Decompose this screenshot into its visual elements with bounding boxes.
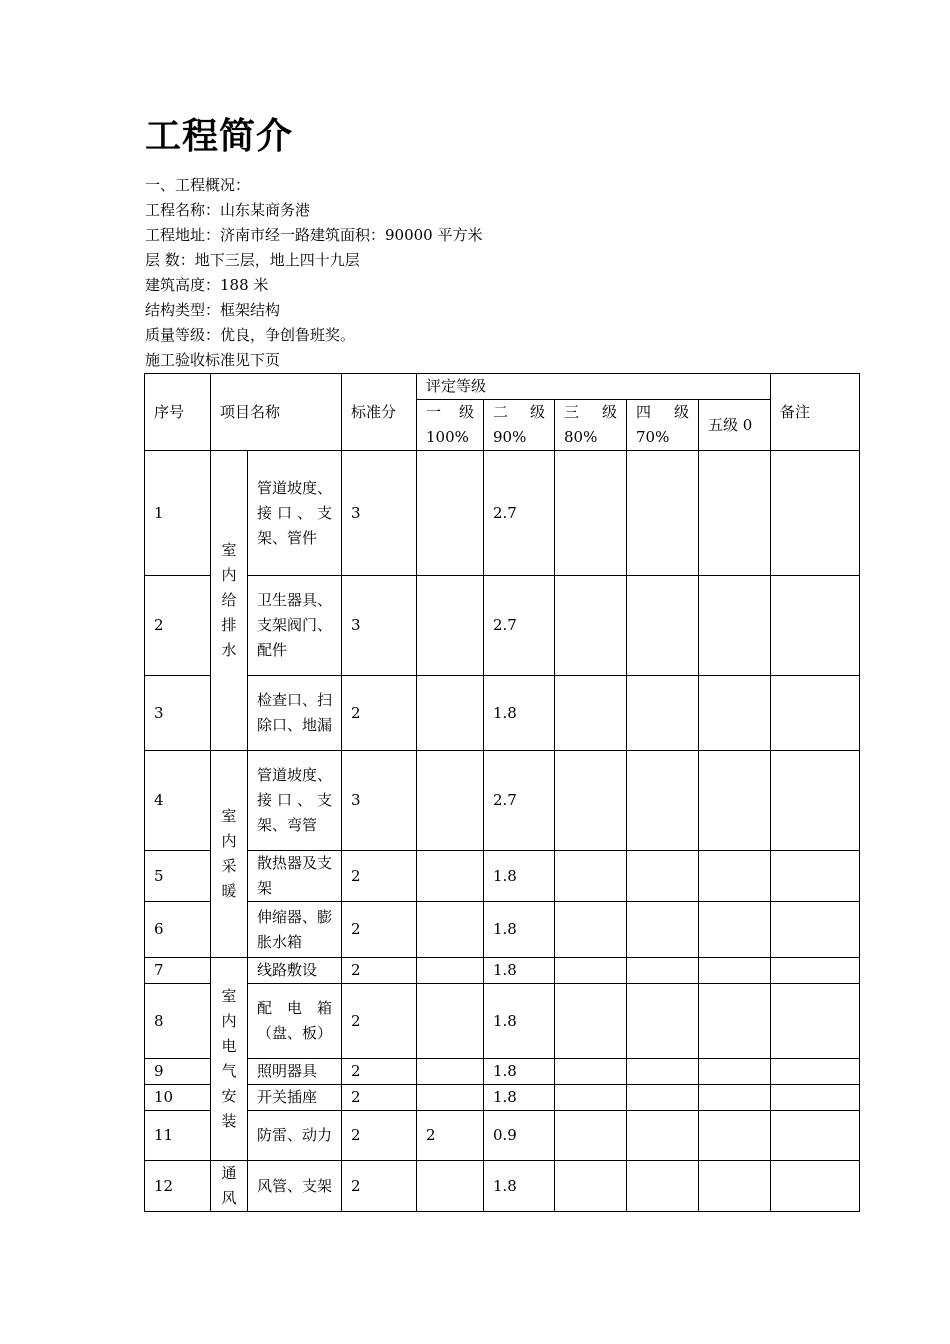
- header-seq: 序号: [145, 374, 211, 451]
- header-grade: 评定等级: [417, 374, 771, 400]
- group-electrical: 室内电气安装: [211, 958, 248, 1161]
- page-title: 工程简介: [145, 116, 294, 157]
- table-row: 4 室内采暖 管道坡度、接口、支架、弯管 3 2.7: [145, 751, 860, 851]
- info-line-address: 工程地址：济南市经一路建筑面积：90000 平方米: [145, 226, 483, 244]
- table-row: 7 室内电气安装 线路敷设 2 1.8: [145, 958, 860, 984]
- table-row: 3 检查口、扫除口、地漏 2 1.8: [145, 676, 860, 751]
- table-row: 2 卫生器具、支架阀门、配件 3 2.7: [145, 576, 860, 676]
- acceptance-table: [144, 373, 860, 1212]
- grade-3-header: 三 级 80%: [555, 400, 627, 451]
- info-line-height: 建筑高度：188 米: [145, 276, 269, 294]
- table-row: 10 开关插座 2 1.8: [145, 1085, 860, 1111]
- info-line-quality: 质量等级：优良，争创鲁班奖。: [145, 326, 356, 344]
- grade-2-header: 二 级 90%: [484, 400, 555, 451]
- table-row: 8 配电箱（盘、板） 2 1.8: [145, 984, 860, 1059]
- info-line-note: 施工验收标准见下页: [145, 351, 281, 369]
- project-info: [145, 173, 483, 373]
- info-line-section: 一、工程概况：: [145, 176, 251, 194]
- table-row: 11 防雷、动力 2 2 0.9: [145, 1111, 860, 1161]
- info-line-structure: 结构类型：框架结构: [145, 301, 281, 319]
- info-line-name: 工程名称：山东某商务港: [145, 201, 311, 219]
- header-note: 备注: [771, 374, 860, 451]
- header-item: 项目名称: [211, 374, 342, 451]
- grade-5-header: 五级 0: [699, 400, 771, 451]
- table-row: 12 通风 风管、支架 2 1.8: [145, 1161, 860, 1212]
- table-row: 9 照明器具 2 1.8: [145, 1059, 860, 1085]
- info-line-floors: 层 数：地下三层，地上四十九层: [145, 251, 360, 269]
- group-plumbing: 室内给排水: [211, 451, 248, 751]
- header-std: 标准分: [342, 374, 417, 451]
- table-row: 1 室内给排水 管道坡度、接口、支架、管件 3 2.7: [145, 451, 860, 576]
- table-row: 6 伸缩器、膨胀水箱 2 1.8: [145, 902, 860, 958]
- grade-4-header: 四 级 70%: [627, 400, 699, 451]
- grade-1-header: 一 级 100%: [417, 400, 484, 451]
- group-ventilation: 通风: [211, 1161, 248, 1212]
- table-row: 5 散热器及支架 2 1.8: [145, 851, 860, 902]
- group-heating: 室内采暖: [211, 751, 248, 958]
